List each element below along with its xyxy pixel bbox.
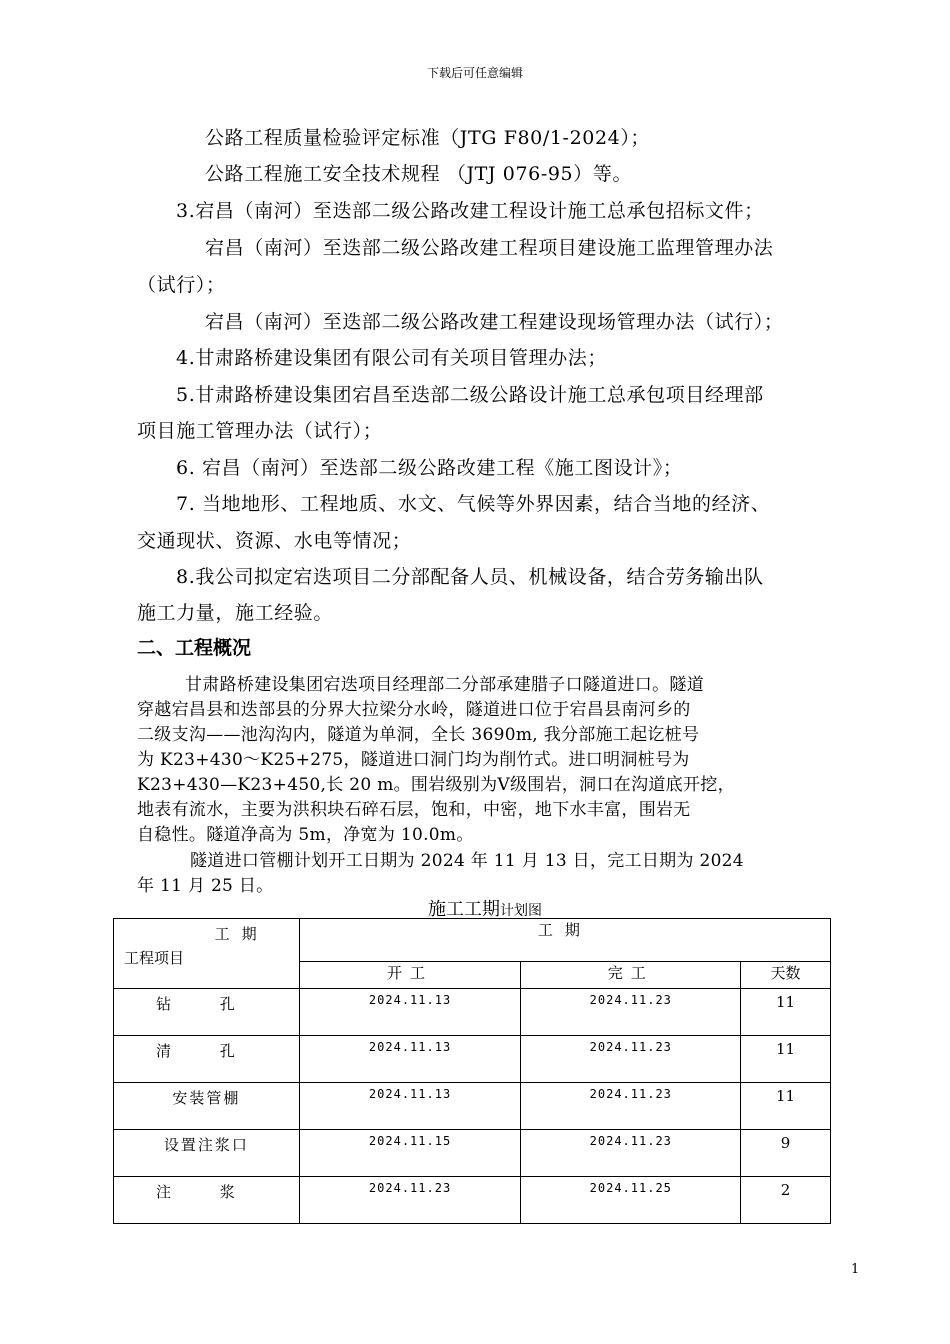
duration-days: 11 [741,1083,831,1130]
overview-line: 地表有流水，主要为洪积块石碎石层，饱和，中密，地下水丰富，围岩无 [137,800,691,820]
col-end-header: 完工 [521,962,741,989]
basis-line: 交通现状、资源、水电等情况； [137,530,412,552]
caption-main: 施工工期 [428,899,500,920]
basis-line: （试行）； [137,274,226,296]
basis-line: 5.甘肃路桥建设集团宕昌至迭部二级公路设计施工总承包项目经理部 [176,384,764,406]
basis-line: 4.甘肃路桥建设集团有限公司有关项目管理办法； [176,347,607,369]
overview-line: 隧道进口管棚计划开工日期为 2024 年 11 月 13 日，完工日期为 2024 [190,851,744,871]
section-title: 二、工程概况 [137,637,252,659]
table-row [114,1130,831,1177]
end-date: 2024.11.25 [521,1177,741,1224]
end-date: 2024.11.23 [521,1130,741,1177]
overview-line: 二级支沟——池沟沟内，隧道为单洞，全长 3690m, 我分部施工起讫桩号 [137,725,700,745]
basis-line: 宕昌（南河）至迭部二级公路改建工程项目建设施工监理管理办法 [205,237,774,259]
table-row [114,989,831,1036]
basis-line: 施工力量，施工经验。 [137,602,334,624]
page-number: 1 [851,1262,860,1277]
start-date: 2024.11.23 [299,1177,521,1224]
end-date: 2024.11.23 [521,1036,741,1083]
overview-line: 年 11 月 25 日。 [137,876,274,896]
start-date: 2024.11.13 [299,1036,521,1083]
corner-cell [114,919,300,989]
table-row [114,1036,831,1083]
col-start-header: 开工 [299,962,521,989]
duration-days: 11 [741,1036,831,1083]
schedule-table [113,918,831,1224]
basis-line: 7. 当地地形、工程地质、水文、气候等外界因素，结合当地的经济、 [176,493,771,515]
page-header: 下载后可任意编辑 [426,66,523,80]
task-name: 设置注浆口 [114,1130,300,1177]
overview-line: 穿越宕昌县和迭部县的分界大拉梁分水岭，隧道进口位于宕昌县南河乡的 [137,700,691,720]
end-date: 2024.11.23 [521,989,741,1036]
basis-line: 3.宕昌（南河）至迭部二级公路改建工程设计施工总承包招标文件； [176,200,764,222]
task-name: 钻 孔 [114,989,300,1036]
overview-line: 为 K23+430～K25+275，隧道进口洞门均为削竹式。进口明洞桩号为 [137,750,690,770]
basis-line: 8.我公司拟定宕迭项目二分部配备人员、机械设备，结合劳务输出队 [176,566,764,588]
overview-line: 甘肃路桥建设集团宕迭项目经理部二分部承建腊子口隧道进口。隧道 [185,675,704,695]
end-date: 2024.11.23 [521,1083,741,1130]
caption-small: 计划图 [500,903,542,919]
duration-days: 9 [741,1130,831,1177]
table-row [114,1177,831,1224]
col-days-header: 天数 [741,962,831,989]
duration-days: 2 [741,1177,831,1224]
task-name: 安装管棚 [114,1083,300,1130]
task-name: 注 浆 [114,1177,300,1224]
start-date: 2024.11.13 [299,1083,521,1130]
basis-line: 6. 宕昌（南河）至迭部二级公路改建工程《施工图设计》； [176,457,683,479]
basis-line: 项目施工管理办法（试行）； [137,420,383,442]
task-name: 清 孔 [114,1036,300,1083]
table-row [114,1083,831,1130]
basis-line: 宕昌（南河）至迭部二级公路改建工程建设现场管理办法（试行）； [205,311,784,333]
corner-bottom-label: 工程项目 [124,949,185,967]
corner-top-label: 工期 [214,925,269,943]
overview-line: K23+430—K23+450,长 20 m。围岩级别为Ⅴ级围岩，洞口在沟道底开挖， [137,775,735,795]
period-header: 工期 [299,919,830,962]
duration-days: 11 [741,989,831,1036]
basis-line: 公路工程施工安全技术规程 （JTJ 076-95）等。 [205,163,633,185]
start-date: 2024.11.15 [299,1130,521,1177]
start-date: 2024.11.13 [299,989,521,1036]
basis-line: 公路工程质量检验评定标准（JTG F80/1-2024）； [205,127,651,149]
overview-line: 自稳性。隧道净高为 5m，净宽为 10.0m。 [137,825,474,845]
